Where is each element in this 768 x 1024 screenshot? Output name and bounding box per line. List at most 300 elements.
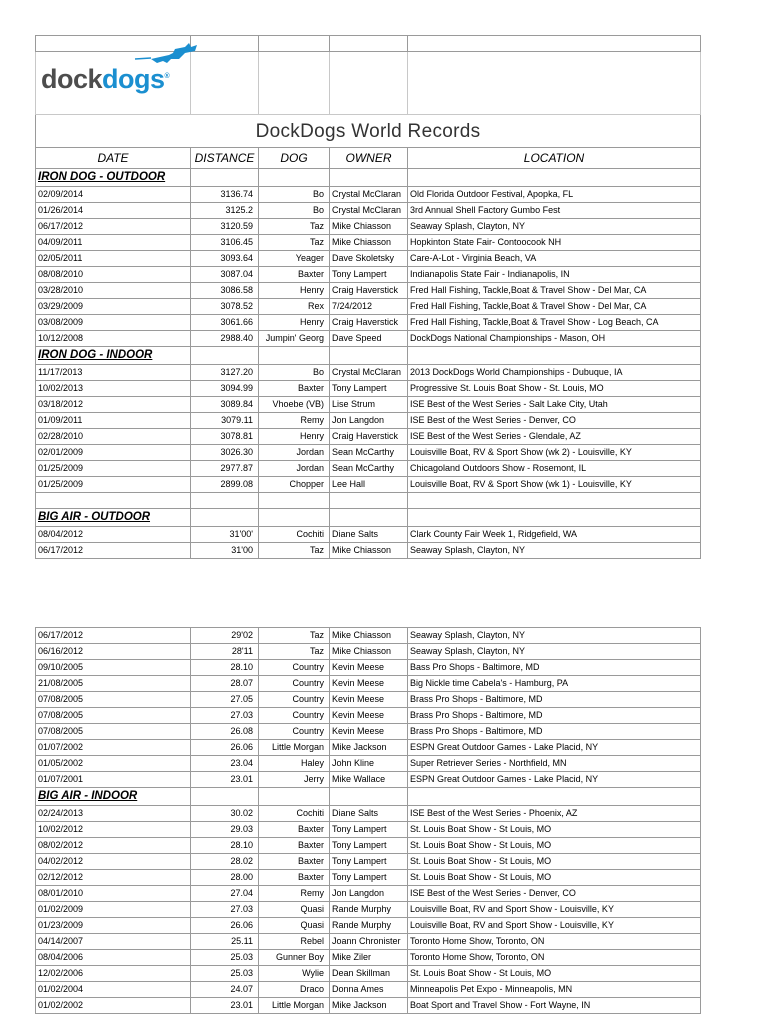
location-cell: Seaway Splash, Clayton, NY — [408, 219, 701, 235]
dog-cell: Rex — [259, 299, 330, 315]
date-cell: 03/29/2009 — [36, 299, 191, 315]
distance-cell: 3087.04 — [191, 267, 259, 283]
date-cell: 03/18/2012 — [36, 397, 191, 413]
dog-cell: Country — [259, 708, 330, 724]
owner-cell: Joann Chronister — [330, 934, 408, 950]
owner-cell: Jon Langdon — [330, 413, 408, 429]
location-cell: Super Retriever Series - Northfield, MN — [408, 756, 701, 772]
date-cell: 04/09/2011 — [36, 235, 191, 251]
date-cell: 03/08/2009 — [36, 315, 191, 331]
dog-cell: Jumpin' Georg — [259, 331, 330, 347]
date-cell: 01/07/2001 — [36, 772, 191, 788]
date-cell: 07/08/2005 — [36, 724, 191, 740]
header-owner: OWNER — [330, 148, 408, 169]
dog-cell: Bo — [259, 187, 330, 203]
date-cell: 01/02/2002 — [36, 998, 191, 1014]
dog-cell: Gunner Boy — [259, 950, 330, 966]
location-cell: Seaway Splash, Clayton, NY — [408, 644, 701, 660]
distance-cell: 28.07 — [191, 676, 259, 692]
location-cell: Clark County Fair Week 1, Ridgefield, WA — [408, 527, 701, 543]
dog-cell: Cochiti — [259, 806, 330, 822]
owner-cell: Mike Chiasson — [330, 628, 408, 644]
section-header-row — [36, 509, 701, 527]
table-row — [36, 708, 701, 724]
date-cell: 02/05/2011 — [36, 251, 191, 267]
date-cell: 02/01/2009 — [36, 445, 191, 461]
table-row — [36, 934, 701, 950]
table-row — [36, 219, 701, 235]
distance-cell: 31'00 — [191, 543, 259, 559]
date-cell: 04/14/2007 — [36, 934, 191, 950]
distance-cell: 3094.99 — [191, 381, 259, 397]
distance-cell: 3026.30 — [191, 445, 259, 461]
distance-cell: 3078.52 — [191, 299, 259, 315]
date-cell: 21/08/2005 — [36, 676, 191, 692]
location-cell: Hopkinton State Fair- Contoocook NH — [408, 235, 701, 251]
location-cell: Seaway Splash, Clayton, NY — [408, 543, 701, 559]
distance-cell: 31'00' — [191, 527, 259, 543]
date-cell: 01/07/2002 — [36, 740, 191, 756]
table-row — [36, 660, 701, 676]
empty-cell — [408, 788, 701, 806]
owner-cell: Tony Lampert — [330, 822, 408, 838]
header-distance: DISTANCE — [191, 148, 259, 169]
dog-cell: Baxter — [259, 381, 330, 397]
dog-cell: Chopper — [259, 477, 330, 493]
dog-cell: Bo — [259, 365, 330, 381]
table-row — [36, 902, 701, 918]
table-row — [36, 918, 701, 934]
table-row — [36, 445, 701, 461]
location-cell: Fred Hall Fishing, Tackle,Boat & Travel Show - Log Beach, CA — [408, 315, 701, 331]
section-title: BIG AIR - OUTDOOR — [36, 509, 191, 527]
location-cell: Brass Pro Shops - Baltimore, MD — [408, 724, 701, 740]
dog-cell: Country — [259, 676, 330, 692]
distance-cell: 26.08 — [191, 724, 259, 740]
header-date: DATE — [36, 148, 191, 169]
empty-cell — [408, 347, 701, 365]
location-cell: Progressive St. Louis Boat Show - St. Louis, MO — [408, 381, 701, 397]
table-row — [36, 331, 701, 347]
owner-cell: Tony Lampert — [330, 267, 408, 283]
owner-cell: Crystal McClaran — [330, 187, 408, 203]
location-cell: Indianapolis State Fair - Indianapolis, IN — [408, 267, 701, 283]
owner-cell: Kevin Meese — [330, 676, 408, 692]
distance-cell: 3136.74 — [191, 187, 259, 203]
dog-cell: Taz — [259, 235, 330, 251]
section-title: BIG AIR - INDOOR — [36, 788, 191, 806]
owner-cell: Crystal McClaran — [330, 203, 408, 219]
date-cell: 06/17/2012 — [36, 543, 191, 559]
table-row — [36, 838, 701, 854]
dog-cell: Henry — [259, 429, 330, 445]
empty-cell — [330, 788, 408, 806]
owner-cell: Mike Ziler — [330, 950, 408, 966]
dog-cell: Quasi — [259, 902, 330, 918]
dog-cell: Little Morgan — [259, 998, 330, 1014]
distance-cell: 3061.66 — [191, 315, 259, 331]
date-cell: 10/12/2008 — [36, 331, 191, 347]
location-cell: DockDogs National Championships - Mason, OH — [408, 331, 701, 347]
table-row — [36, 461, 701, 477]
empty-cell — [259, 788, 330, 806]
dog-cell: Baxter — [259, 838, 330, 854]
date-cell: 06/17/2012 — [36, 219, 191, 235]
distance-cell: 28.10 — [191, 660, 259, 676]
location-cell: Bass Pro Shops - Baltimore, MD — [408, 660, 701, 676]
distance-cell: 23.01 — [191, 772, 259, 788]
owner-cell: Mike Chiasson — [330, 543, 408, 559]
table-row — [36, 477, 701, 493]
table-row — [36, 854, 701, 870]
date-cell: 01/09/2011 — [36, 413, 191, 429]
dog-cell: Country — [259, 660, 330, 676]
location-cell: Brass Pro Shops - Baltimore, MD — [408, 692, 701, 708]
location-cell: Chicagoland Outdoors Show - Rosemont, IL — [408, 461, 701, 477]
table-row — [36, 251, 701, 267]
location-cell: 2013 DockDogs World Championships - Dubuque, IA — [408, 365, 701, 381]
empty-cell — [191, 788, 259, 806]
owner-cell: Kevin Meese — [330, 692, 408, 708]
location-cell: Toronto Home Show, Toronto, ON — [408, 934, 701, 950]
dog-cell: Yeager — [259, 251, 330, 267]
dog-cell: Remy — [259, 413, 330, 429]
owner-cell: 7/24/2012 — [330, 299, 408, 315]
table-row — [36, 315, 701, 331]
location-cell: St. Louis Boat Show - St Louis, MO — [408, 854, 701, 870]
owner-cell: Mike Chiasson — [330, 219, 408, 235]
location-cell: Seaway Splash, Clayton, NY — [408, 628, 701, 644]
distance-cell: 23.01 — [191, 998, 259, 1014]
section-title: IRON DOG - OUTDOOR — [36, 169, 191, 187]
distance-cell: 3093.64 — [191, 251, 259, 267]
distance-cell: 25.03 — [191, 966, 259, 982]
date-cell: 06/17/2012 — [36, 628, 191, 644]
location-cell: ESPN Great Outdoor Games - Lake Placid, NY — [408, 772, 701, 788]
table-row — [36, 676, 701, 692]
date-cell: 02/09/2014 — [36, 187, 191, 203]
empty-cell — [330, 493, 408, 509]
dockdogs-logo — [39, 37, 199, 94]
table-row — [36, 267, 701, 283]
logo-dogs-text: dogs — [102, 64, 165, 94]
table-row — [36, 365, 701, 381]
distance-cell: 3125.2 — [191, 203, 259, 219]
dog-cell: Cochiti — [259, 527, 330, 543]
owner-cell: Crystal McClaran — [330, 365, 408, 381]
empty-cell — [259, 169, 330, 187]
owner-cell: Kevin Meese — [330, 660, 408, 676]
owner-cell: Mike Jackson — [330, 740, 408, 756]
dog-cell: Baxter — [259, 822, 330, 838]
table-row — [36, 692, 701, 708]
location-cell: ISE Best of the West Series - Phoenix, AZ — [408, 806, 701, 822]
dog-cell: Baxter — [259, 267, 330, 283]
location-cell: Minneapolis Pet Expo - Minneapolis, MN — [408, 982, 701, 998]
date-cell: 01/05/2002 — [36, 756, 191, 772]
date-cell: 03/28/2010 — [36, 283, 191, 299]
date-cell: 08/04/2012 — [36, 527, 191, 543]
distance-cell: 2899.08 — [191, 477, 259, 493]
location-cell: Fred Hall Fishing, Tackle,Boat & Travel Show - Del Mar, CA — [408, 283, 701, 299]
table-row — [36, 886, 701, 902]
distance-cell: 24.07 — [191, 982, 259, 998]
date-cell: 01/23/2009 — [36, 918, 191, 934]
records-table-2 — [35, 627, 701, 1014]
distance-cell: 26.06 — [191, 740, 259, 756]
date-cell: 11/17/2013 — [36, 365, 191, 381]
distance-cell: 3120.59 — [191, 219, 259, 235]
owner-cell: Jon Langdon — [330, 886, 408, 902]
records-sheet-top — [35, 35, 700, 559]
owner-cell: Mike Jackson — [330, 998, 408, 1014]
dog-cell: Country — [259, 724, 330, 740]
section-header-row — [36, 169, 701, 187]
section-header-row — [36, 347, 701, 365]
owner-cell: Kevin Meese — [330, 724, 408, 740]
owner-cell: Tony Lampert — [330, 381, 408, 397]
owner-cell: Dean Skillman — [330, 966, 408, 982]
dog-cell: Taz — [259, 219, 330, 235]
owner-cell: John Kline — [330, 756, 408, 772]
owner-cell: Lee Hall — [330, 477, 408, 493]
owner-cell: Dave Speed — [330, 331, 408, 347]
distance-cell: 28.10 — [191, 838, 259, 854]
dog-cell: Henry — [259, 283, 330, 299]
owner-cell: Kevin Meese — [330, 708, 408, 724]
dog-cell: Rebel — [259, 934, 330, 950]
date-cell: 01/02/2009 — [36, 902, 191, 918]
distance-cell: 2977.87 — [191, 461, 259, 477]
table-row — [36, 998, 701, 1014]
date-cell: 08/08/2010 — [36, 267, 191, 283]
blank-row — [36, 493, 701, 509]
distance-cell: 3127.20 — [191, 365, 259, 381]
owner-cell: Mike Chiasson — [330, 644, 408, 660]
location-cell: Boat Sport and Travel Show - Fort Wayne, IN — [408, 998, 701, 1014]
distance-cell: 3078.81 — [191, 429, 259, 445]
dog-cell: Baxter — [259, 854, 330, 870]
table-row — [36, 982, 701, 998]
distance-cell: 26.06 — [191, 918, 259, 934]
distance-cell: 27.04 — [191, 886, 259, 902]
distance-cell: 28.02 — [191, 854, 259, 870]
section-title: IRON DOG - INDOOR — [36, 347, 191, 365]
owner-cell: Rande Murphy — [330, 918, 408, 934]
table-row — [36, 740, 701, 756]
location-cell: 3rd Annual Shell Factory Gumbo Fest — [408, 203, 701, 219]
empty-cell — [191, 493, 259, 509]
owner-cell: Tony Lampert — [330, 870, 408, 886]
dog-cell: Taz — [259, 644, 330, 660]
dog-cell: Haley — [259, 756, 330, 772]
table-row — [36, 283, 701, 299]
dog-cell: Country — [259, 692, 330, 708]
table-row — [36, 644, 701, 660]
table-row — [36, 772, 701, 788]
location-cell: Toronto Home Show, Toronto, ON — [408, 950, 701, 966]
location-cell: Louisville Boat, RV and Sport Show - Louisville, KY — [408, 902, 701, 918]
location-cell: Louisville Boat, RV and Sport Show - Louisville, KY — [408, 918, 701, 934]
dog-cell: Henry — [259, 315, 330, 331]
owner-cell: Craig Haverstick — [330, 429, 408, 445]
location-cell: Louisville Boat, RV & Sport Show (wk 2) - Louisville, KY — [408, 445, 701, 461]
empty-cell — [191, 509, 259, 527]
table-row — [36, 950, 701, 966]
owner-cell: Diane Salts — [330, 527, 408, 543]
owner-cell: Mike Chiasson — [330, 235, 408, 251]
date-cell: 10/02/2013 — [36, 381, 191, 397]
distance-cell: 3106.45 — [191, 235, 259, 251]
location-cell: St. Louis Boat Show - St Louis, MO — [408, 966, 701, 982]
distance-cell: 3086.58 — [191, 283, 259, 299]
empty-cell — [408, 509, 701, 527]
empty-cell — [36, 493, 191, 509]
distance-cell: 25.11 — [191, 934, 259, 950]
date-cell: 01/25/2009 — [36, 461, 191, 477]
owner-cell: Donna Ames — [330, 982, 408, 998]
date-cell: 06/16/2012 — [36, 644, 191, 660]
dog-cell: Taz — [259, 628, 330, 644]
location-cell: ISE Best of the West Series - Glendale, AZ — [408, 429, 701, 445]
distance-cell: 23.04 — [191, 756, 259, 772]
jumping-dog-icon — [39, 37, 199, 67]
owner-cell: Sean McCarthy — [330, 445, 408, 461]
empty-cell — [191, 169, 259, 187]
empty-cell — [330, 509, 408, 527]
location-cell: ESPN Great Outdoor Games - Lake Placid, NY — [408, 740, 701, 756]
owner-cell: Rande Murphy — [330, 902, 408, 918]
owner-cell: Sean McCarthy — [330, 461, 408, 477]
date-cell: 02/12/2012 — [36, 870, 191, 886]
table-row — [36, 822, 701, 838]
table-row — [36, 870, 701, 886]
dog-cell: Little Morgan — [259, 740, 330, 756]
distance-cell: 27.03 — [191, 708, 259, 724]
table-row — [36, 235, 701, 251]
table-row — [36, 413, 701, 429]
table-row — [36, 203, 701, 219]
dog-cell: Jordan — [259, 461, 330, 477]
table-row — [36, 527, 701, 543]
dog-cell: Taz — [259, 543, 330, 559]
distance-cell: 27.03 — [191, 902, 259, 918]
dog-cell: Baxter — [259, 870, 330, 886]
owner-cell: Craig Haverstick — [330, 315, 408, 331]
table-row — [36, 806, 701, 822]
date-cell: 10/02/2012 — [36, 822, 191, 838]
table-row — [36, 724, 701, 740]
owner-cell: Craig Haverstick — [330, 283, 408, 299]
date-cell: 01/26/2014 — [36, 203, 191, 219]
location-cell: St. Louis Boat Show - St Louis, MO — [408, 870, 701, 886]
location-cell: Old Florida Outdoor Festival, Apopka, FL — [408, 187, 701, 203]
distance-cell: 29.03 — [191, 822, 259, 838]
records-sheet-bottom — [35, 627, 700, 1014]
distance-cell: 30.02 — [191, 806, 259, 822]
dog-cell: Jerry — [259, 772, 330, 788]
table-row — [36, 543, 701, 559]
distance-cell: 2988.40 — [191, 331, 259, 347]
distance-cell: 28'11 — [191, 644, 259, 660]
distance-cell: 3089.84 — [191, 397, 259, 413]
date-cell: 12/02/2006 — [36, 966, 191, 982]
owner-cell: Dave Skoletsky — [330, 251, 408, 267]
table-row — [36, 628, 701, 644]
date-cell: 04/02/2012 — [36, 854, 191, 870]
location-cell: ISE Best of the West Series - Denver, CO — [408, 886, 701, 902]
table-row — [36, 381, 701, 397]
table-row — [36, 429, 701, 445]
dog-cell: Draco — [259, 982, 330, 998]
date-cell: 07/08/2005 — [36, 708, 191, 724]
date-cell: 02/24/2013 — [36, 806, 191, 822]
date-cell: 08/02/2012 — [36, 838, 191, 854]
date-cell: 07/08/2005 — [36, 692, 191, 708]
location-cell: Brass Pro Shops - Baltimore, MD — [408, 708, 701, 724]
location-cell: St. Louis Boat Show - St Louis, MO — [408, 838, 701, 854]
dog-cell: Bo — [259, 203, 330, 219]
empty-cell — [191, 347, 259, 365]
empty-cell — [259, 509, 330, 527]
table-row — [36, 966, 701, 982]
empty-cell — [408, 493, 701, 509]
dog-cell: Jordan — [259, 445, 330, 461]
owner-cell: Tony Lampert — [330, 854, 408, 870]
date-cell: 08/04/2006 — [36, 950, 191, 966]
distance-cell: 27.05 — [191, 692, 259, 708]
location-cell: St. Louis Boat Show - St Louis, MO — [408, 822, 701, 838]
distance-cell: 28.00 — [191, 870, 259, 886]
logo-dock-text: dock — [41, 64, 103, 94]
dog-cell: Remy — [259, 886, 330, 902]
owner-cell: Tony Lampert — [330, 838, 408, 854]
empty-cell — [330, 169, 408, 187]
date-cell: 01/25/2009 — [36, 477, 191, 493]
location-cell: Fred Hall Fishing, Tackle,Boat & Travel Show - Del Mar, CA — [408, 299, 701, 315]
date-cell: 02/28/2010 — [36, 429, 191, 445]
location-cell: ISE Best of the West Series - Salt Lake City, Utah — [408, 397, 701, 413]
logo-trademark: ® — [164, 73, 170, 80]
location-cell: Louisville Boat, RV & Sport Show (wk 1) - Louisville, KY — [408, 477, 701, 493]
date-cell: 09/10/2005 — [36, 660, 191, 676]
dog-cell: Wylie — [259, 966, 330, 982]
empty-cell — [408, 169, 701, 187]
distance-cell: 25.03 — [191, 950, 259, 966]
date-cell: 01/02/2004 — [36, 982, 191, 998]
header-location: LOCATION — [408, 148, 701, 169]
empty-cell — [259, 493, 330, 509]
location-cell: Care-A-Lot - Virginia Beach, VA — [408, 251, 701, 267]
page-title: DockDogs World Records — [36, 115, 701, 148]
owner-cell: Lise Strum — [330, 397, 408, 413]
dog-cell: Vhoebe (VB) — [259, 397, 330, 413]
table-row — [36, 187, 701, 203]
empty-cell — [330, 347, 408, 365]
date-cell: 08/01/2010 — [36, 886, 191, 902]
dog-cell: Quasi — [259, 918, 330, 934]
table-row — [36, 299, 701, 315]
distance-cell: 29'02 — [191, 628, 259, 644]
header-dog: DOG — [259, 148, 330, 169]
location-cell: Big Nickle time Cabela's - Hamburg, PA — [408, 676, 701, 692]
column-header-row — [36, 148, 701, 169]
table-row — [36, 397, 701, 413]
distance-cell: 3079.11 — [191, 413, 259, 429]
section-header-row — [36, 788, 701, 806]
empty-cell — [259, 347, 330, 365]
owner-cell: Diane Salts — [330, 806, 408, 822]
